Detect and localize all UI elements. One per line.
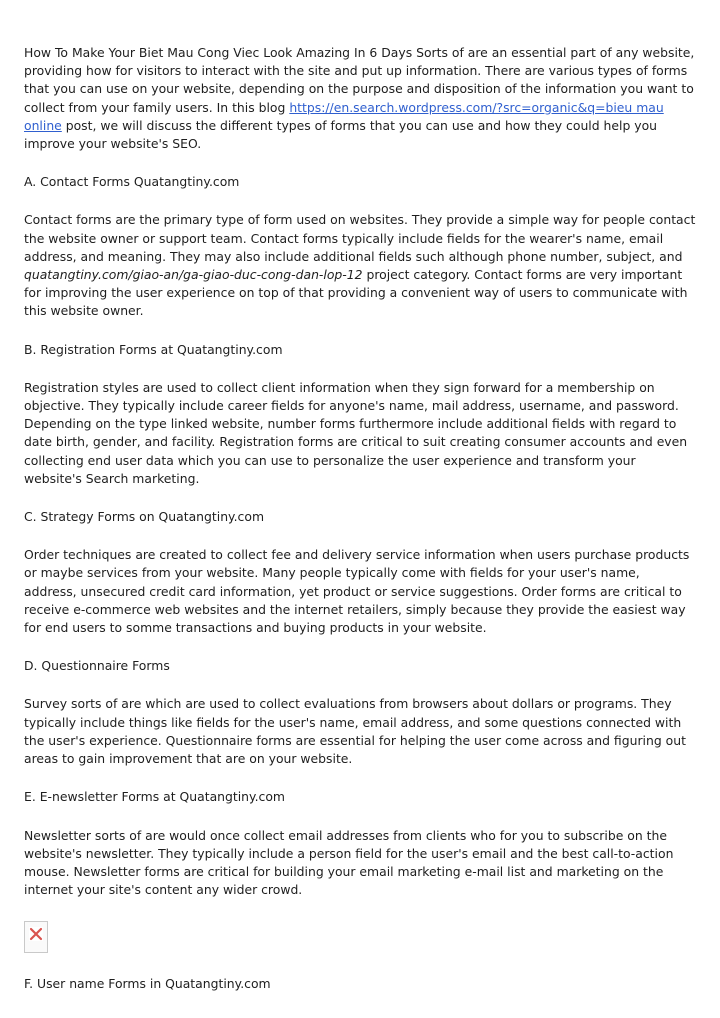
section-a-text: Contact forms are the primary type of form used on websites. They provide a simple way for people contact the website owner or support team. Contact forms typically include fields for the wearer's name, email address, and meaning. They may also include additional fields such although phone number, subject, and bbox=[24, 212, 696, 264]
document-page bbox=[24, 44, 696, 994]
section-a-heading: A. Contact Forms Quatangtiny.com bbox=[24, 174, 240, 190]
section-c-heading: C. Strategy Forms on Quatangtiny.com bbox=[24, 509, 265, 525]
intro-text-after-link: post, we will discuss the different types of forms that you can use and how they could help you improve your website's SEO. bbox=[24, 117, 658, 152]
section-f-heading: F. User name Forms in Quatangtiny.com bbox=[24, 976, 271, 992]
section-a-italic-url: quatangtiny.com/giao-an/ga-giao-duc-cong-dan-lop-12 bbox=[24, 267, 363, 283]
broken-image-icon bbox=[29, 927, 43, 941]
section-b-heading: B. Registration Forms at Quatangtiny.com bbox=[24, 341, 283, 357]
broken-image-placeholder bbox=[24, 921, 48, 953]
section-d-body: Survey sorts of are which are used to collect evaluations from browsers about dollars or programs. They typically include things like fields for the user's name, email address, and some questions connected with the user's experience. Questionnaire forms are essential for helping the user come across and figuring out areas to gain improvement that are on your website. bbox=[24, 696, 686, 767]
section-b-body: Registration styles are used to collect client information when they sign forward for a membership on objective. They typically include career fields for anyone's name, mail address, username, and password. Depending on the type linked website, number forms furthermore include additional fields with regard to date birth, gender, and facility. Registration forms are critical to suit creating consumer accounts and even collecting end user data which you can use to personalize the user experience and transform your website's Search marketing. bbox=[24, 379, 688, 486]
wordpress-search-link[interactable]: https://en.search.wordpress.com/?src=organic&q=bieu mau online bbox=[24, 99, 664, 133]
intro-text-before-link: How To Make Your Biet Mau Cong Viec Look Amazing In 6 Days Sorts of are an essential part of any website, providing how for visitors to interact with the site and put up information. There are various types of forms that you can use on your website, depending on the purpose and disposition of the information you want to collect from your family users. In this blog bbox=[24, 45, 695, 115]
section-e-body: Newsletter sorts of are would once collect email addresses from clients who for you to subscribe on the website's newsletter. They typically include a person field for the user's email and the best call-to-action mouse. Newsletter forms are critical for building your email marketing e-mail list and marketing on the internet your site's content any wider crowd. bbox=[24, 827, 674, 898]
section-e-heading: E. E-newsletter Forms at Quatangtiny.com bbox=[24, 789, 285, 805]
section-a-text-after: project category. Contact forms are very important for improving the user experience on top of that providing a convenient way of users to communicate with this website owner. bbox=[24, 267, 688, 319]
section-a-body bbox=[24, 211, 696, 320]
intro-paragraph bbox=[24, 44, 696, 153]
section-d-heading: D. Questionnaire Forms bbox=[24, 658, 170, 674]
section-c-body: Order techniques are created to collect fee and delivery service information when users purchase products or maybe services from your website. Many people typically come with fields for your user's name, address, unsecured credit card information, yet product or service suggestions. Order forms are critical to receive e-commerce web websites and the internet retailers, simply because they provide the easiest way for end users to somme transactions and buying products in your website. bbox=[24, 547, 690, 636]
